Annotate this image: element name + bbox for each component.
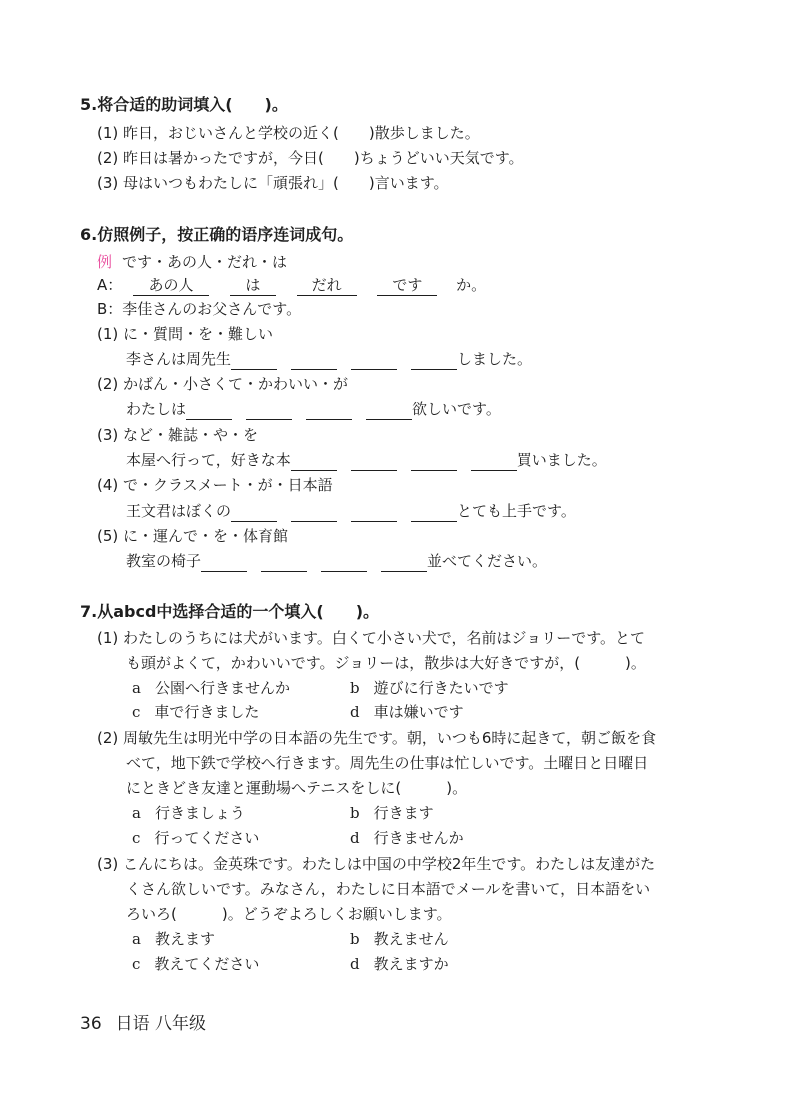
s7-item-1-line-2: も頭がよくて，かわいいです。ジョリーは，散歩は大好きですが，( )。 bbox=[126, 654, 646, 672]
s6-item-2-tail: 欲しいです。 bbox=[412, 400, 501, 418]
s7-1-option-b[interactable]: b 遊びに行きたいです bbox=[350, 679, 509, 697]
answer-blank[interactable] bbox=[351, 504, 397, 522]
answer-blank[interactable] bbox=[231, 352, 277, 370]
example-answer-a bbox=[97, 274, 486, 296]
answer-blank[interactable] bbox=[321, 554, 367, 572]
s6-item-1-tail: しました。 bbox=[457, 350, 533, 368]
example-words: です・あの人・だれ・は bbox=[122, 253, 288, 271]
book-title: 日语 八年级 bbox=[115, 1014, 207, 1034]
answer-blank[interactable] bbox=[291, 453, 337, 471]
answer-blank[interactable] bbox=[291, 352, 337, 370]
s7-item-2-line-1: (2) 周敏先生は明光中学の日本語の先生です。朝，いつも6時に起きて，朝ご飯を食 bbox=[97, 729, 657, 747]
s7-2-option-b[interactable]: b 行きます bbox=[350, 804, 434, 822]
s6-item-3-lead: 本屋へ行って，好きな本 bbox=[126, 451, 291, 469]
s6-item-1-answer bbox=[126, 348, 532, 370]
s5-item-2: (2) 昨日は暑かったですが，今日( )ちょうどいい天気です。 bbox=[97, 149, 524, 167]
answer-blank[interactable] bbox=[186, 402, 232, 420]
s7-item-3-line-3: ろいろ( )。どうぞよろしくお願いします。 bbox=[126, 905, 452, 923]
answer-blank[interactable] bbox=[231, 504, 277, 522]
s6-item-3-words: (3) など・雑誌・や・を bbox=[97, 426, 259, 444]
s7-2-option-a[interactable]: a 行きましょう bbox=[132, 804, 245, 822]
a-word-1: あの人 bbox=[133, 275, 209, 296]
s6-item-1-lead: 李さんは周先生 bbox=[126, 350, 232, 368]
s7-1-option-c[interactable]: c 車で行きました bbox=[132, 703, 260, 721]
a-word-3: だれ bbox=[297, 275, 357, 296]
s6-item-4-tail: とても上手です。 bbox=[457, 502, 576, 520]
s6-item-1-words: (1) に・質問・を・難しい bbox=[97, 325, 274, 343]
answer-blank[interactable] bbox=[201, 554, 247, 572]
s6-item-2-answer bbox=[126, 398, 501, 420]
s7-3-option-c[interactable]: c 教えてください bbox=[132, 955, 260, 973]
section-6-title: 6.仿照例子，按正确的语序连词成句。 bbox=[80, 225, 354, 244]
s6-item-5-answer bbox=[126, 550, 547, 572]
s6-item-5-words: (5) に・運んで・を・体育館 bbox=[97, 527, 289, 545]
page-footer bbox=[80, 1012, 206, 1036]
answer-blank[interactable] bbox=[411, 453, 457, 471]
answer-blank[interactable] bbox=[351, 352, 397, 370]
s5-item-3: (3) 母はいつもわたしに「頑張れ」( )言います。 bbox=[97, 174, 449, 192]
example-answer-b: B：李佳さんのお父さんです。 bbox=[97, 300, 302, 318]
s7-item-3-line-2: くさん欲しいです。みなさん，わたしに日本語でメールを書いて，日本語をい bbox=[126, 880, 651, 898]
s7-item-3-line-1: (3) こんにちは。金英珠です。わたしは中国の中学校2年生です。わたしは友達がた bbox=[97, 855, 656, 873]
s7-3-option-d[interactable]: d 教えますか bbox=[350, 955, 449, 973]
s7-1-option-a[interactable]: a 公園へ行きませんか bbox=[132, 679, 290, 697]
answer-blank[interactable] bbox=[411, 352, 457, 370]
s7-item-2-line-2: べて，地下鉄で学校へ行きます。周先生の仕事は忙しいです。土曜日と日曜日 bbox=[126, 754, 649, 772]
s6-item-5-lead: 教室の椅子 bbox=[126, 552, 202, 570]
s6-item-5-tail: 並べてください。 bbox=[427, 552, 548, 570]
answer-blank[interactable] bbox=[411, 504, 457, 522]
example-row bbox=[97, 251, 287, 273]
answer-blank[interactable] bbox=[261, 554, 307, 572]
s7-2-option-d[interactable]: d 行きませんか bbox=[350, 829, 464, 847]
s7-2-option-c[interactable]: c 行ってください bbox=[132, 829, 260, 847]
answer-blank[interactable] bbox=[366, 402, 412, 420]
answer-blank[interactable] bbox=[471, 453, 517, 471]
s7-1-option-d[interactable]: d 車は嫌いです bbox=[350, 703, 464, 721]
s6-item-3-tail: 買いました。 bbox=[516, 451, 607, 469]
s7-item-1-line-1: (1) わたしのうちには犬がいます。白くて小さい犬で，名前はジョリーです。とて bbox=[97, 629, 646, 647]
section-5-title: 5.将合适的助词填入( )。 bbox=[80, 95, 288, 114]
a-word-2: は bbox=[230, 275, 276, 296]
answer-blank[interactable] bbox=[351, 453, 397, 471]
example-label: 例 bbox=[97, 253, 113, 271]
a-label: A： bbox=[97, 276, 123, 294]
answer-blank[interactable] bbox=[246, 402, 292, 420]
answer-blank[interactable] bbox=[306, 402, 352, 420]
s5-item-1: (1) 昨日，おじいさんと学校の近く( )散歩しました。 bbox=[97, 124, 480, 142]
s6-item-2-lead: わたしは bbox=[126, 400, 187, 418]
s6-item-4-lead: 王文君はぼくの bbox=[126, 502, 232, 520]
s6-item-4-words: (4) で・クラスメート・が・日本語 bbox=[97, 476, 333, 494]
page-number: 36 bbox=[80, 1014, 102, 1034]
s7-item-2-line-3: にときどき友達と運動場へテニスをしに( )。 bbox=[126, 779, 468, 797]
s7-3-option-a[interactable]: a 教えます bbox=[132, 930, 215, 948]
s7-3-option-b[interactable]: b 教えません bbox=[350, 930, 449, 948]
s6-item-3-answer bbox=[126, 449, 607, 471]
a-word-4: です bbox=[377, 275, 437, 296]
answer-blank[interactable] bbox=[381, 554, 427, 572]
a-end: か。 bbox=[456, 276, 487, 294]
section-7-title: 7.从abcd中选择合适的一个填入( )。 bbox=[80, 602, 380, 621]
s6-item-2-words: (2) かばん・小さくて・かわいい・が bbox=[97, 375, 349, 393]
answer-blank[interactable] bbox=[291, 504, 337, 522]
s6-item-4-answer bbox=[126, 500, 576, 522]
